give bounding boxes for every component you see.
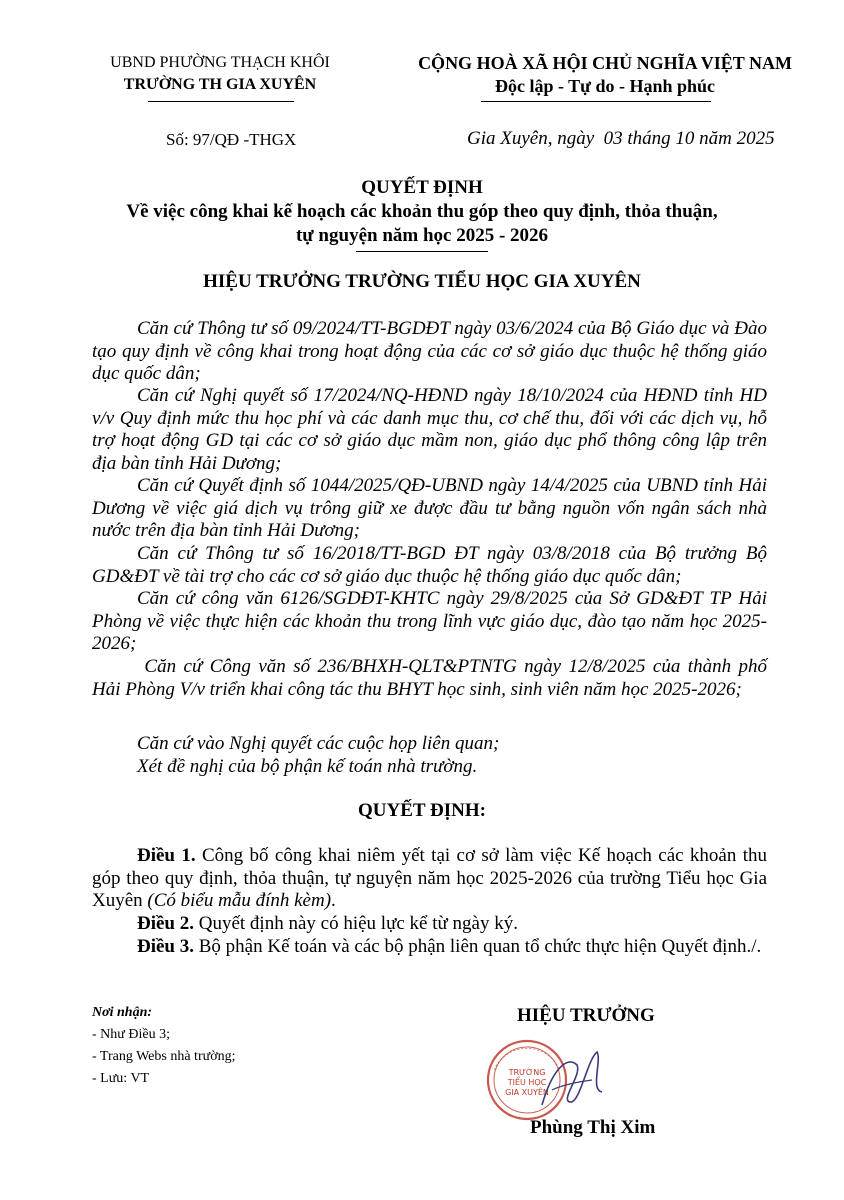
basis-paragraph-6: Căn cứ Công văn số 236/BHXH-QLT&PTNTG ngày 12/8/2025 của thành phố Hải Phòng V/v triển khai công tác thu BHYT học sinh, sinh viên năm học 2025-2026; [92, 656, 767, 700]
basis-paragraph-5: Căn cứ công văn 6126/SGDĐT-KHTC ngày 29/8/2025 của Sở GD&ĐT TP Hải Phòng về việc thực hiện các khoản thu trong lĩnh vực giáo dục, đào tạo năm học 2025-2026; [92, 588, 767, 654]
authority-title: HIỆU TRƯỞNG TRƯỜNG TIỂU HỌC GIA XUYÊN [203, 271, 641, 292]
decision-subject-line1: Về việc công khai kế hoạch các khoản thu góp theo quy định, thỏa thuận, [126, 201, 718, 222]
recipient-item: - Trang Webs nhà trường; [92, 1049, 236, 1064]
basis-paragraph-7: Căn cứ vào Nghị quyết các cuộc họp liên quan; [137, 733, 500, 754]
school-underline [148, 101, 294, 102]
basis-paragraph-3: Căn cứ Quyết định số 1044/2025/QĐ-UBND ngày 14/4/2025 của UBND tỉnh Hải Dương về việc giá dịch vụ trông giữ xe được đầu tư bằng nguồn vốn ngân sách nhà nước trên địa bàn tỉnh Hải Dương; [92, 475, 767, 541]
decision-title: QUYẾT ĐỊNH [361, 177, 483, 198]
place-date: Gia Xuyên, ngày 03 tháng 10 năm 2025 [467, 128, 775, 149]
basis-paragraph-2: Căn cứ Nghị quyết số 17/2024/NQ-HĐND ngày 18/10/2024 của HĐND tỉnh HD v/v Quy định mức thu học phí và các danh mục thu, cơ chế thu, đối với các dịch vụ, hỗ trợ hoạt động GD tại các cơ sở giáo dục mầm non, giáo dục phổ thông công lập trên địa bàn tỉnh Hải Dương; [92, 385, 767, 474]
recipient-item: - Như Điều 3; [92, 1027, 170, 1042]
subject-underline [356, 251, 488, 252]
basis-paragraph-8: Xét đề nghị của bộ phận kế toán nhà trường. [137, 756, 478, 777]
signatory-position: HIỆU TRƯỞNG [517, 1005, 655, 1026]
svg-text:GIA XUYÊN: GIA XUYÊN [505, 1088, 549, 1097]
article-2: Điều 2. Quyết định này có hiệu lực kể từ ngày ký. [137, 913, 518, 934]
nation-title: CỘNG HOÀ XÃ HỘI CHỦ NGHĨA VIỆT NAM [418, 53, 792, 73]
recipient-item: - Lưu: VT [92, 1071, 150, 1086]
signatory-name: Phùng Thị Xim [530, 1117, 656, 1138]
decision-heading: QUYẾT ĐỊNH: [358, 800, 486, 821]
document-number: Số: 97/QĐ -THGX [166, 130, 297, 149]
school-name: TRƯỜNG TH GIA XUYÊN [123, 76, 317, 93]
official-stamp-icon [482, 1030, 622, 1125]
basis-paragraph-4: Căn cứ Thông tư số 16/2018/TT-BGD ĐT ngày 03/8/2018 của Bộ trưởng Bộ GD&ĐT về tài trợ cho các cơ sở giáo dục thuộc hệ thống giáo dục quốc dân; [92, 543, 767, 587]
article-3: Điều 3. Bộ phận Kế toán và các bộ phận liên quan tổ chức thực hiện Quyết định./. [137, 936, 762, 957]
motto-underline [481, 101, 711, 102]
decision-subject-line2: tự nguyện năm học 2025 - 2026 [295, 225, 549, 246]
svg-text:TRƯỜNG: TRƯỜNG [508, 1068, 546, 1077]
recipients-title: Nơi nhận: [92, 1005, 153, 1020]
nation-motto: Độc lập - Tự do - Hạnh phúc [494, 76, 716, 96]
article-1: Điều 1. Công bố công khai niêm yết tại cơ sở làm việc Kế hoạch các khoản thu góp theo quy định, thỏa thuận, tự nguyện năm học 2025-2026 của trường Tiểu học Gia Xuyên (Có biểu mẫu đính kèm). [92, 845, 768, 911]
agency-name: UBND PHƯỜNG THẠCH KHÔI [110, 54, 330, 71]
basis-paragraph-1: Căn cứ Thông tư số 09/2024/TT-BGDĐT ngày 03/6/2024 của Bộ Giáo dục và Đào tạo quy định về công khai trong hoạt động của các cơ sở giáo dục thuộc hệ thống giáo dục quốc dân; [92, 318, 767, 384]
svg-text:TIỂU HỌC: TIỂU HỌC [507, 1078, 547, 1087]
